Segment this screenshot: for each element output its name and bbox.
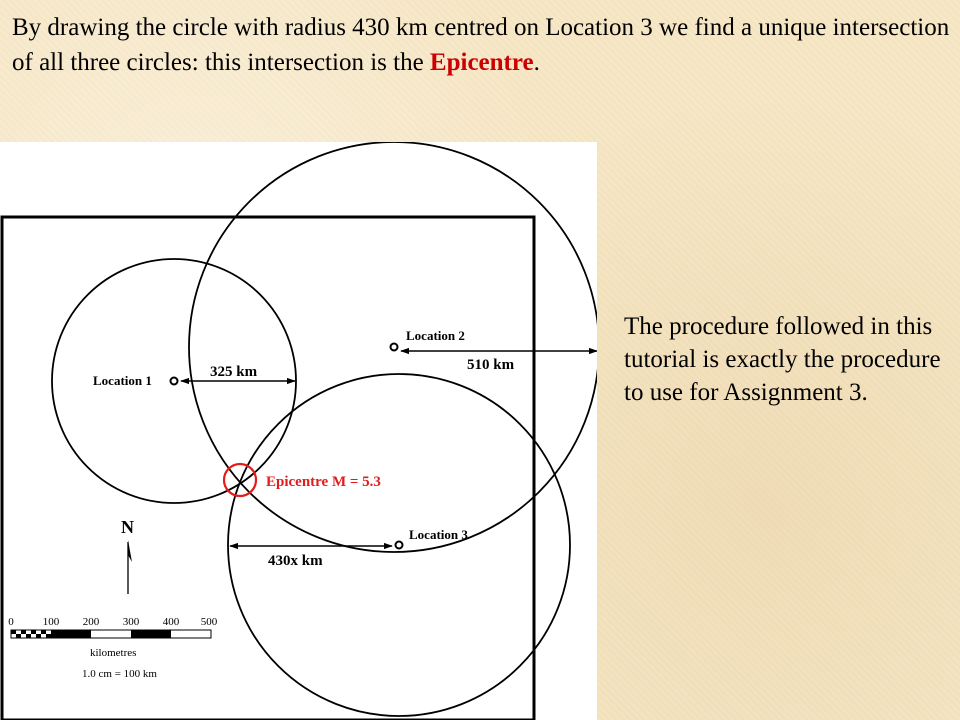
slide-header	[12, 10, 952, 80]
scale-tick-200: 200	[82, 616, 100, 628]
location-3-label: Location 3	[409, 527, 468, 542]
epicentre-diagram	[0, 142, 597, 720]
location-3-radius-label: 430x km	[268, 553, 323, 569]
scale-unit-label: kilometres	[90, 647, 137, 659]
scale-tick-100: 100	[42, 616, 60, 628]
location-1-marker	[171, 378, 178, 385]
north-label: N	[121, 517, 134, 537]
scale-tick-400: 400	[162, 616, 180, 628]
scale-tick-500: 500	[200, 616, 218, 628]
scale-tick-300: 300	[122, 616, 140, 628]
diagram-svg	[0, 142, 597, 720]
map-frame	[2, 217, 534, 720]
epicentre-highlight: Epicentre	[429, 49, 534, 76]
scale-segment	[131, 630, 171, 638]
location-2-marker	[391, 344, 398, 351]
scale-ratio-label: 1.0 cm = 100 km	[82, 668, 157, 680]
header-text: By drawing the circle with radius 430 km centred on Location 3 we find a unique intersection of all three circles: this intersection is the	[12, 14, 950, 76]
epicentre-label: Epicentre M = 5.3	[266, 474, 381, 490]
scale-segment	[51, 630, 91, 638]
location-3-marker	[396, 542, 403, 549]
location-1-radius-label: 325 km	[210, 364, 258, 380]
scale-bar	[8, 616, 218, 680]
location-2-radius-label: 510 km	[467, 357, 515, 373]
header-period: .	[533, 49, 540, 76]
location-2-label: Location 2	[406, 328, 465, 343]
scale-tick-0: 0	[8, 616, 14, 628]
north-arrow	[121, 517, 134, 594]
location-1-label: Location 1	[93, 373, 152, 388]
assignment-note: The procedure followed in this tutorial is exactly the procedure to use for Assignment 3.	[624, 313, 941, 406]
